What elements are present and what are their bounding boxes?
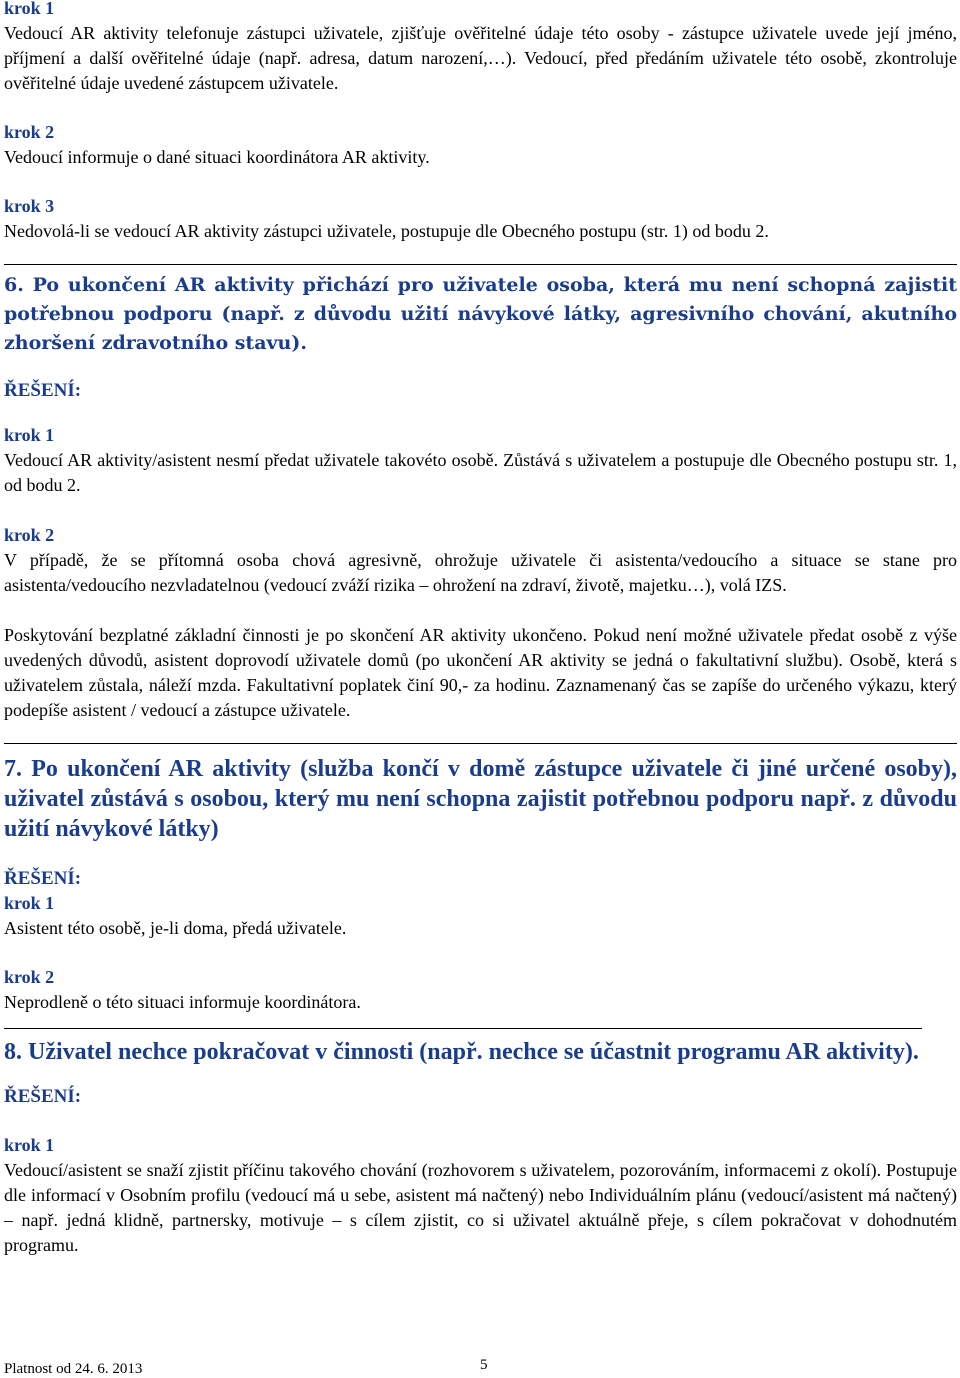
step-label: krok 2 [4,122,55,142]
step-label: krok 1 [4,1135,55,1155]
paragraph: V případě, že se přítomná osoba chová agresivně, ohrožuje uživatele či asistenta/vedoucího a situace se stane pro asistenta/vedoucího nezvladatelnou (vedoucí zváží rizika – ohrožení na zdraví, životě, majetku…), volá IZS. [4,550,957,595]
solution-label: ŘEŠENÍ: [4,380,82,401]
paragraph: Vedoucí AR aktivity/asistent nesmí předat uživatele takovéto osobě. Zůstává s uživatelem a postupuje dle Obecného postupu str. 1, od bodu 2. [4,450,957,495]
paragraph: Vedoucí/asistent se snaží zjistit příčinu takového chování (rozhovorem s uživatelem, pozorováním, informacemi z okolí). Postupuje dle informací v Osobním profilu (vedoucí má u sebe, asistent má načtený) nebo Individuálním plánu (vedoucí/asistent má načtený) – např. jedná klidně, partnersky, motivuje – s cílem zjistit, co si uživatel aktuálně přeje, s cílem pokračovat v dohodnutém programu. [4,1160,957,1255]
solution-label: ŘEŠENÍ: [4,1086,82,1107]
paragraph: Vedoucí AR aktivity telefonuje zástupci uživatele, zjišťuje ověřitelné údaje této osoby - zástupce uživatele uvede její jméno, příjmení a další ověřitelné údaje (např. adresa, datum narození,…). Vedoucí, před předáním uživatele této osobě, zkontroluje ověřitelné údaje uvedené zástupcem uživatele. [4,23,957,93]
section-heading: 7. Po ukončení AR aktivity (služba končí v domě zástupce uživatele či jiné určené osoby), uživatel zůstává s osobou, který mu není schopna zajistit potřebnou podporu např. z důvodu užití návykové látky) [4,756,957,842]
step-label: krok 1 [4,0,55,18]
step-label: krok 2 [4,967,55,987]
paragraph: Vedoucí informuje o dané situaci koordinátora AR aktivity. [4,147,430,167]
validity-date: Platnost od 24. 6. 2013 [4,1361,143,1377]
paragraph: Asistent této osobě, je-li doma, předá uživatele. [4,918,347,938]
page-footer [4,1357,944,1378]
paragraph: Nedovolá-li se vedoucí AR aktivity zástupci uživatele, postupuje dle Obecného postupu (str. 1) od bodu 2. [4,221,769,241]
step-label: krok 1 [4,425,55,445]
page-number: 5 [480,1357,488,1373]
section-divider [4,1028,922,1029]
step-label: krok 3 [4,196,55,216]
section-divider [4,743,957,744]
section-heading: 6. Po ukončení AR aktivity přichází pro uživatele osoba, která mu není schopná zajistit potřebnou podporu (např. z důvodu užití návykové látky, agresivního chování, akutního zhoršení zdravotního stavu). [4,274,957,354]
section-divider [4,264,957,265]
solution-label: ŘEŠENÍ: [4,868,82,889]
document-page [4,0,957,1258]
step-label: krok 2 [4,525,55,545]
step-label: krok 1 [4,893,55,913]
paragraph: Neprodleně o této situaci informuje koordinátora. [4,992,361,1012]
section-heading: 8. Uživatel nechce pokračovat v činnosti (např. nechce se účastnit programu AR aktivity). [4,1039,919,1065]
paragraph: Poskytování bezplatné základní činnosti je po skončení AR aktivity ukončeno. Pokud není možné uživatele předat osobě z výše uvedených důvodů, asistent doprovodí uživatele domů (po ukončení AR aktivity se jedná o fakultativní službu). Osobě, která s uživatelem zůstala, náleží mzda. Fakultativní poplatek činí 90,- za hodinu. Zaznamenaný čas se zapíše do určeného výkazu, který podepíše asistent / vedoucí a zástupce uživatele. [4,625,957,720]
